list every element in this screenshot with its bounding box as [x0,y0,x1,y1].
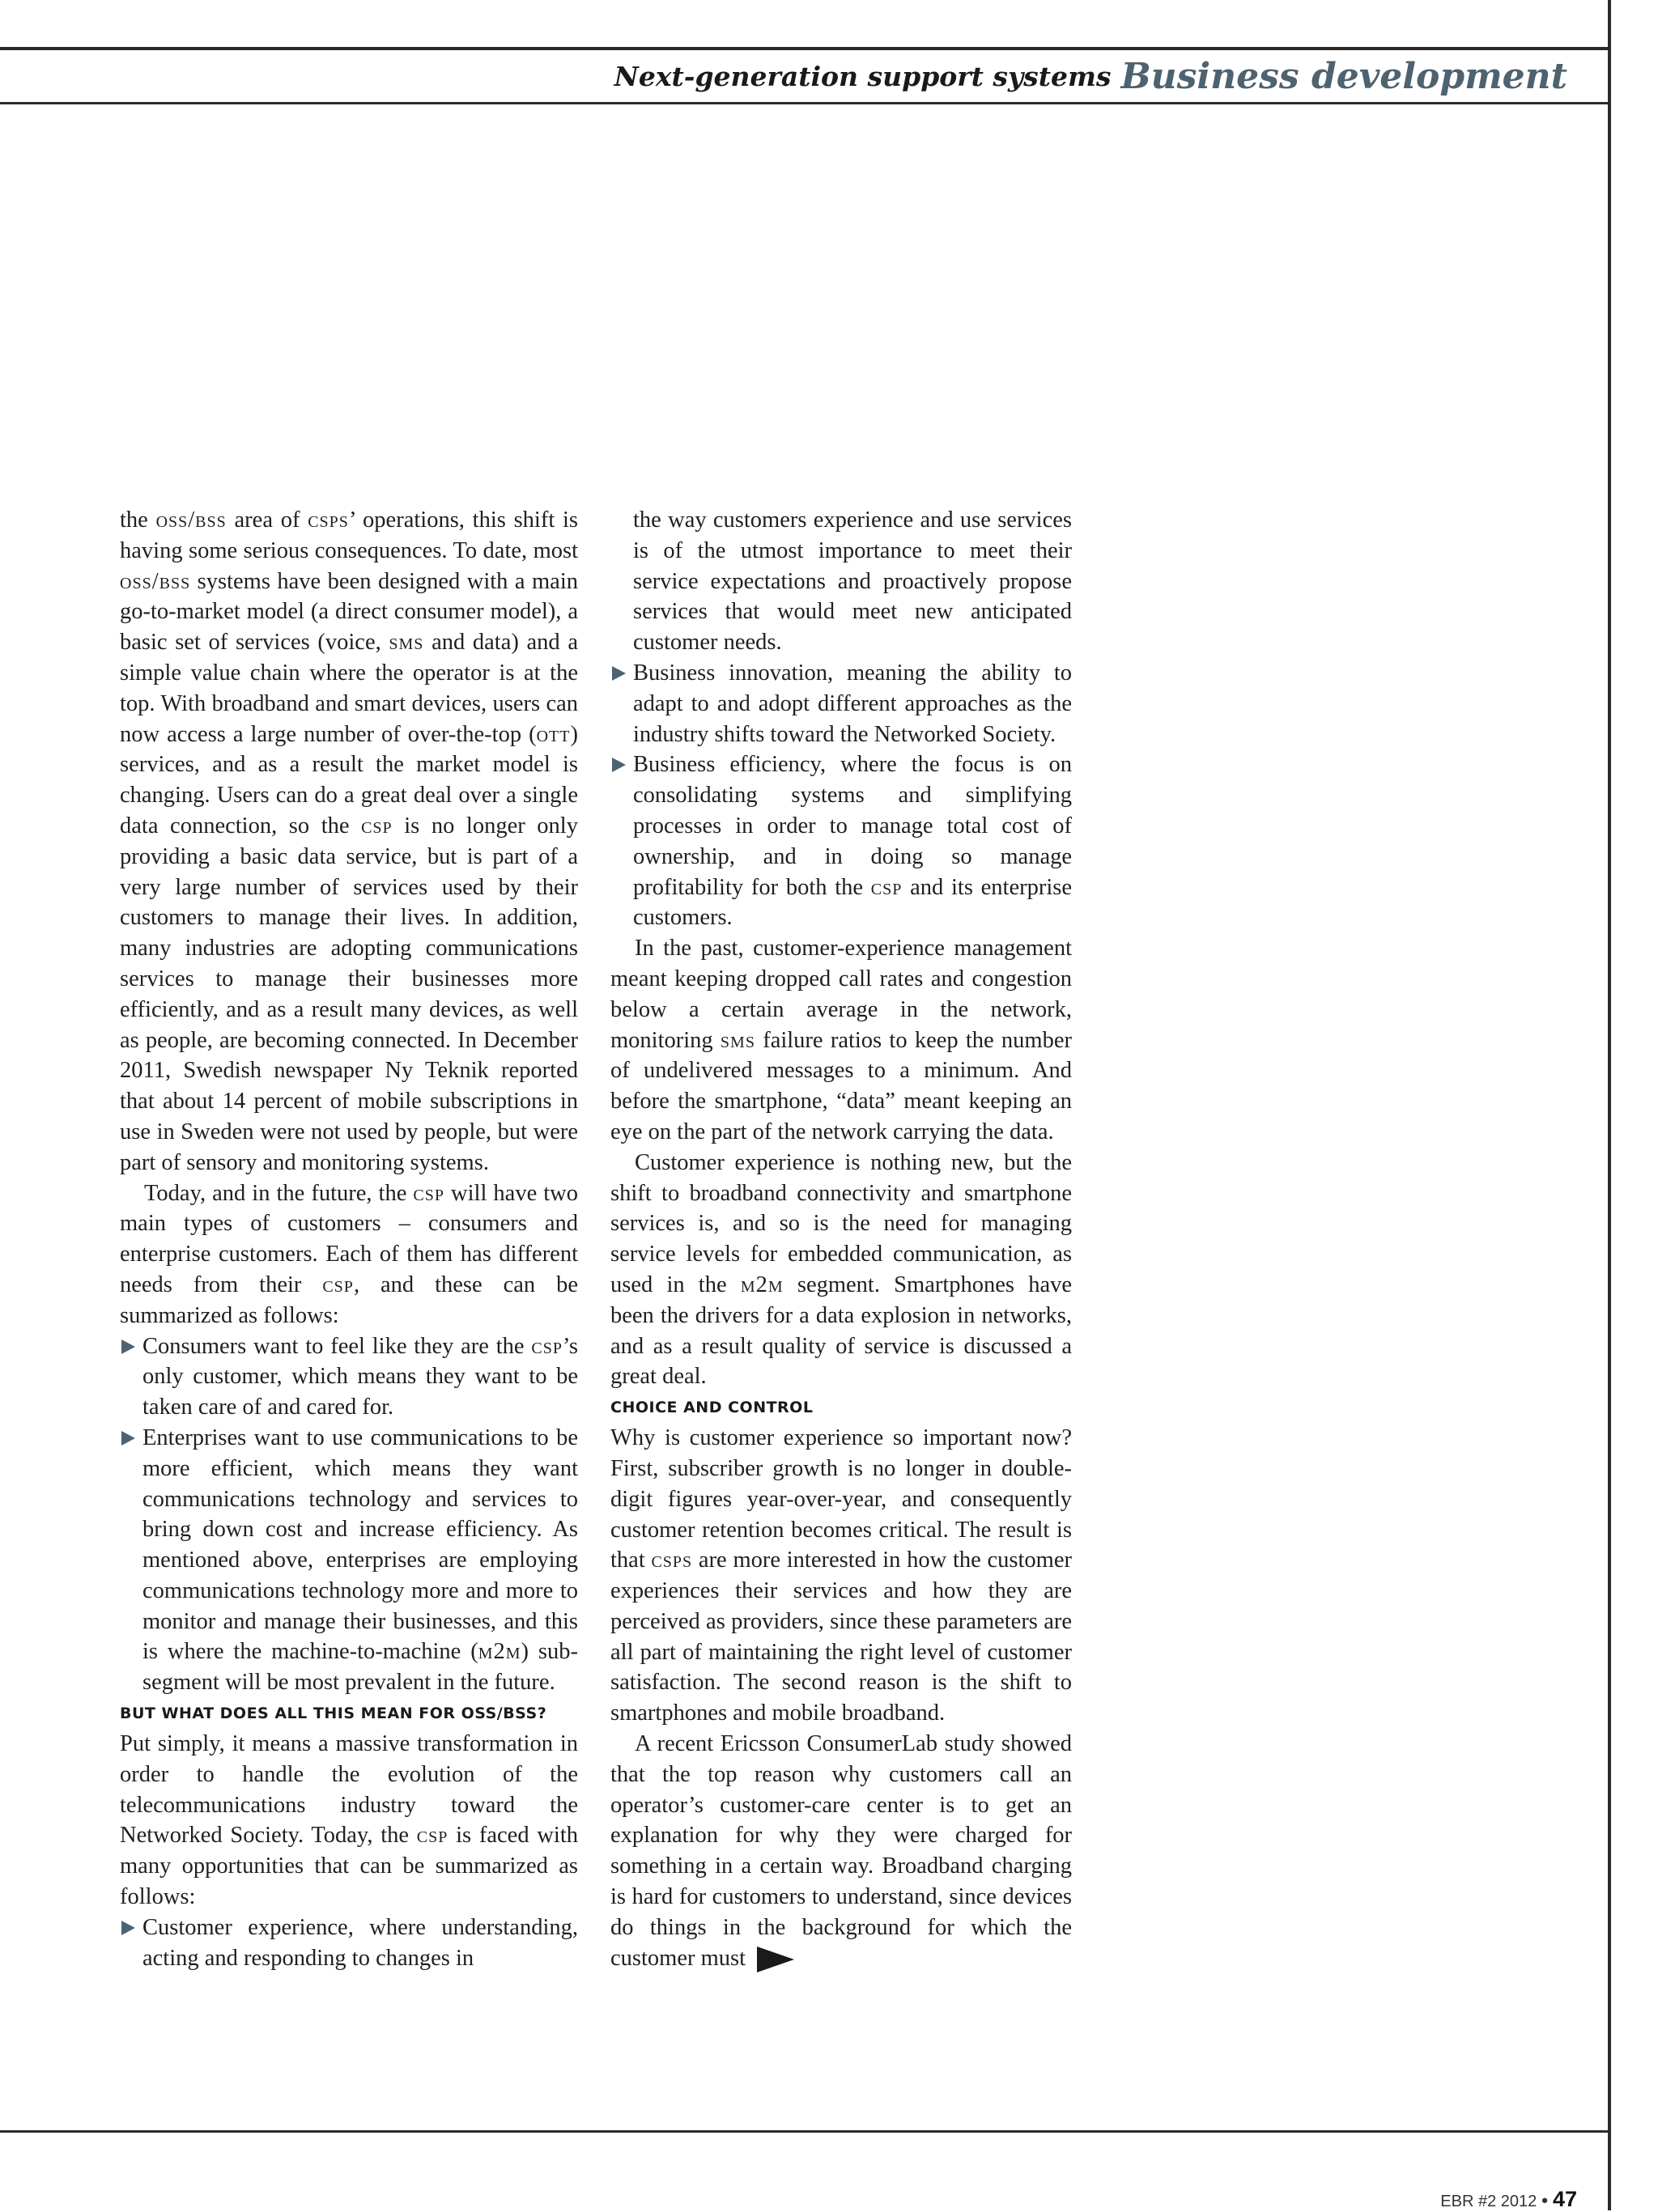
section-subtitle: Next-generation support systems [614,60,1112,92]
section-title: Business development [1120,55,1567,97]
bullet-arrow-icon [121,1340,135,1354]
bullet-arrow-icon [121,1431,135,1446]
paragraph: Today, and in the future, the csp will have two main types of customers – consumers and enterprise customers. Each of them has different needs from their csp, and these can be summarized as follows: [120,1180,578,1328]
paragraph: Why is customer experience so important now? First, subscriber growth is no longer in double-digit figures year-over-year, and consequently customer retention becomes critical. The result is that csps are more interested in how the customer experiences their services and how they are perceived as providers, since these parameters are all part of maintaining the right level of customer satisfaction. The second reason is the shift to smartphones and mobile broadband. [610,1425,1072,1726]
bullet-item: Customer experience, where understanding, acting and responding to changes in [120,1913,578,1974]
paragraph: the oss/bss area of csps’ operations, this shift is having some serious consequences. To date, most oss/bss systems have been designed with a main go-to-market model (a direct consumer model), a basic set of services (voice, sms and data) and a simple value chain where the operator is at the top. With broadband and smart devices, users can now access a large number of over-the-top (ott) services, and as a result the market model is changing. Users can do a great deal over a single data connection, so the csp is no longer only providing a basic data service, but is part of a very large number of services used by their customers to manage their lives. In addition, many industries are adopting communications services to manage their businesses more efficiently, and as a result many devices, as well as people, are becoming connected. In December 2011, Swedish newspaper Ny Teknik reported that about 14 percent of mobile subscriptions in use in Sweden were not used by people, but were part of sensory and monitoring systems. [120,507,579,1175]
header-rule [0,102,1611,104]
paragraph: the way customers experience and use services is of the utmost importance to meet their service expectations and proactively propose services that would meet new anticipated customer needs. [633,507,1072,656]
bullet-item: Consumers want to feel like they are the csp’s only customer, which means they want to be taken care of and cared for. [120,1331,578,1423]
subheading: BUT WHAT DOES ALL THIS MEAN FOR OSS/BSS? [120,1705,547,1723]
left-column [120,505,578,1973]
running-header [614,50,1567,102]
paragraph: In the past, customer-experience management meant keeping dropped call rates and congestion below a certain average in the network, monitoring sms failure ratios to keep the number of undelivered messages to a minimum. And before the smartphone, “data” meant keeping an eye on the part of the network carrying the data. [610,936,1072,1144]
page-folio [1440,2187,1577,2210]
paragraph: A recent Ericsson ConsumerLab study showed that the top reason why customers call an operator’s customer-care center is to get an explanation for why they were charged for something in a certain way. Broadband charging is hard for customers to understand, since devices do things in the background for which the customer must [610,1729,1072,1973]
subheading: CHOICE AND CONTROL [610,1399,814,1417]
page-number: 47 [1552,2187,1577,2211]
bullet-arrow-icon [612,666,626,681]
publication-label: EBR #2 2012 [1440,2193,1537,2210]
paragraph: Customer experience is nothing new, but the shift to broadband connectivity and smartphone services is, and so is the need for managing service levels for embedded communication, as used in the m2m segment. Smartphones have been the drivers for a data explosion in networks, and as a result quality of service is discussed a great deal. [610,1149,1072,1390]
continue-arrow-icon [757,1947,794,1972]
folio-separator: • [1541,2190,1548,2210]
bullet-arrow-icon [612,758,626,772]
right-edge-rule [1608,0,1611,2210]
right-column [610,505,1072,1973]
bullet-item: Enterprises want to use communications to be more efficient, which means they want communications technology and services to bring down cost and increase efficiency. As mentioned above, enterprises are employing communications technology more and more to monitor and manage their businesses, and this is where the machine-to-machine (m2m) sub-segment will be most prevalent in the future. [120,1423,578,1698]
bullet-arrow-icon [121,1921,135,1935]
bullet-item: Business innovation, meaning the ability to adapt to and adopt different approaches as the industry shifts toward the Networked Society. [610,658,1072,749]
footer-rule [0,2130,1611,2133]
bullet-item: Business efficiency, where the focus is on consolidating systems and simplifying processes in order to manage total cost of ownership, and in doing so manage profitability for both the csp and its enterprise customers. [610,749,1072,933]
paragraph: Put simply, it means a massive transformation in order to handle the evolution of the telecommunications industry toward the Networked Society. Today, the csp is faced with many opportunities that can be summarized as follows: [120,1731,578,1910]
